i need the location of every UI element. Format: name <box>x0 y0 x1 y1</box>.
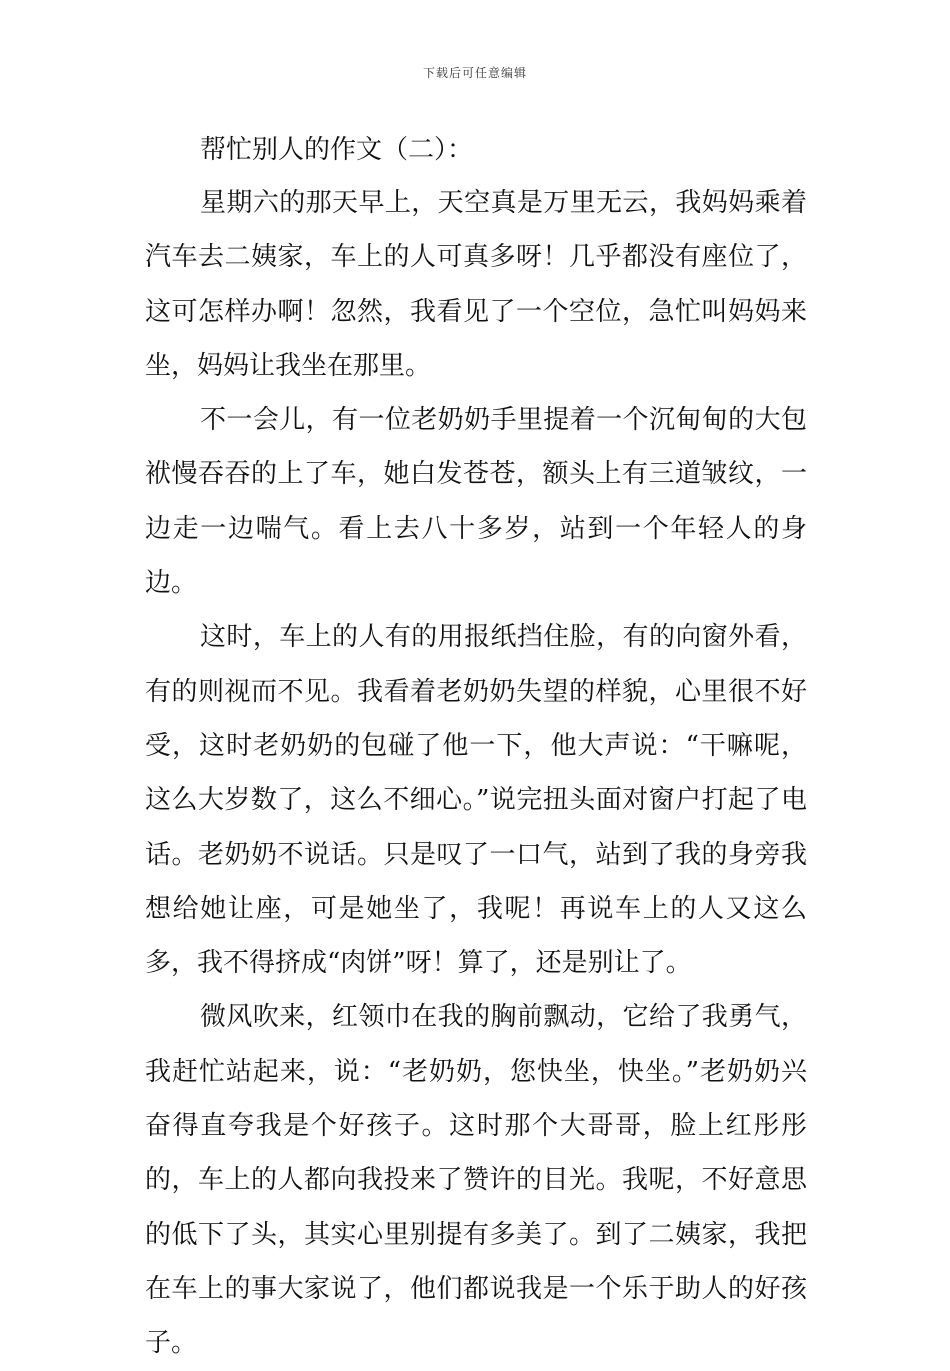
paragraph-2: 不一会儿，有一位老奶奶手里提着一个沉甸甸的大包袱慢吞吞的上了车，她白发苍苍，额头上有三道皱纹，一边走一边喘气。看上去八十多岁，站到一个年轻人的身边。 <box>145 405 807 599</box>
paragraph-1: 星期六的那天早上，天空真是万里无云，我妈妈乘着汽车去二姨家，车上的人可真多呀！几乎都没有座位了，这可怎样办啊！忽然，我看见了一个空位，急忙叫妈妈来坐，妈妈让我坐在那里。 <box>145 188 807 381</box>
header-note: 下载后可任意编辑 <box>422 66 527 80</box>
document-body <box>145 124 807 1371</box>
paragraph-3: 这时，车上的人有的用报纸挡住脸，有的向窗外看，有的则视而不见。我看着老奶奶失望的样貌，心里很不好受，这时老奶奶的包碰了他一下，他大声说：“干嘛呢，这么大岁数了，这么不细心。”说完扭头面对窗户打起了电话。老奶奶不说话。只是叹了一口气，站到了我的身旁我想给她让座，可是她坐了，我呢！再说车上的人又这么多，我不得挤成“肉饼”呀！算了，还是别让了。 <box>145 622 807 979</box>
paragraph-4: 微风吹来，红领巾在我的胸前飘动，它给了我勇气，我赶忙站起来，说：“老奶奶，您快坐，快坐。”老奶奶兴奋得直夸我是个好孩子。这时那个大哥哥，脸上红彤彤的，车上的人都向我投来了赞许的目光。我呢，不好意思的低下了头，其实心里别提有多美了。到了二姨家，我把在车上的事大家说了，他们都说我是一个乐于助人的好孩子。 <box>145 1002 807 1359</box>
essay-title: 帮忙别人的作文（二）： <box>200 135 474 165</box>
